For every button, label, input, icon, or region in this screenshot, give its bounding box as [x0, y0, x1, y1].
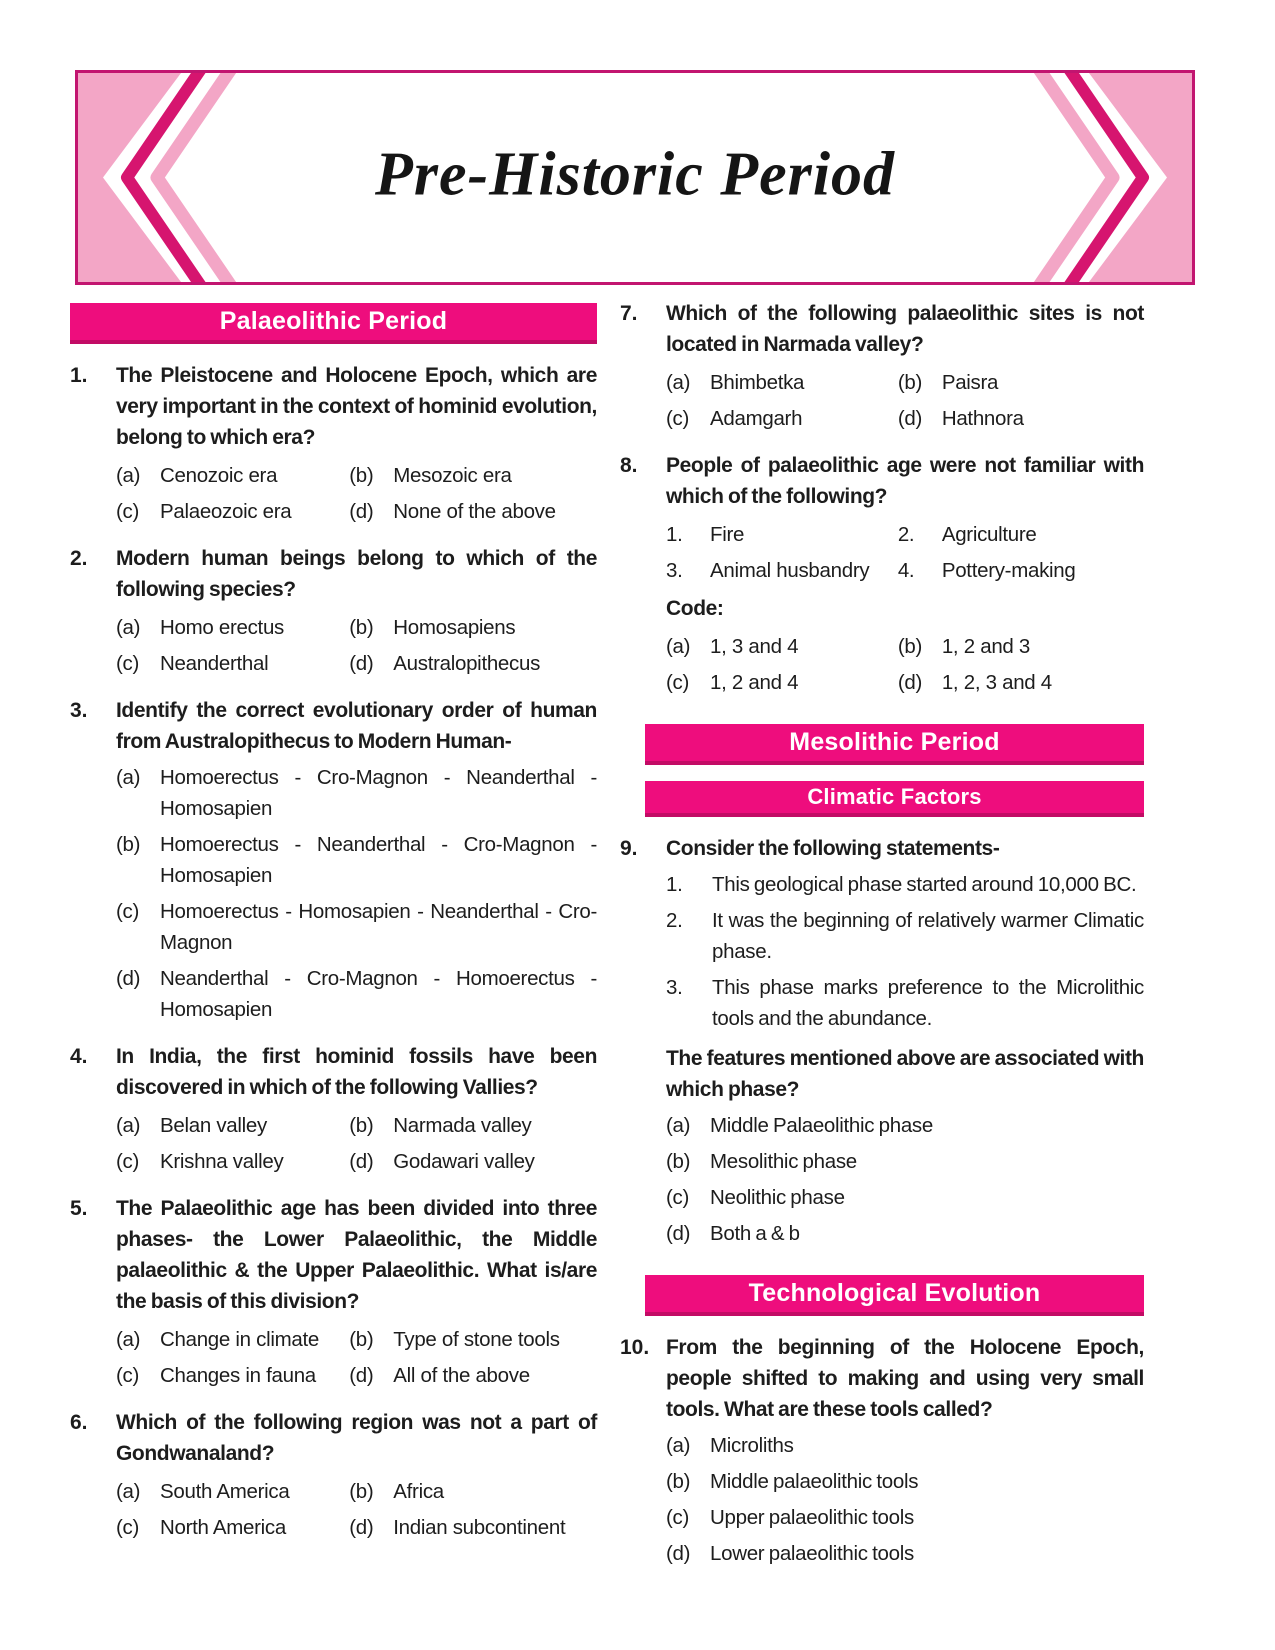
question-10: [620, 1332, 1144, 1569]
option-d: [666, 1538, 1144, 1569]
statement-2: [666, 905, 1144, 967]
option-c: [116, 1512, 349, 1543]
question-7: [620, 298, 1144, 434]
question-stem: People of palaeolithic age were not familiar with which of the following?: [666, 454, 1144, 508]
question-number: 2.: [70, 547, 88, 570]
question-number: 3.: [70, 699, 88, 722]
question-stem: From the beginning of the Holocene Epoch, people shifted to making and using very small tools. What are these tools called?: [666, 1336, 1144, 1421]
option-text: Homo erectus: [160, 616, 285, 639]
question-number: 7.: [620, 302, 638, 325]
option-text: Neanderthal - Cro-Magnon - Homoerectus - Homosapien: [160, 967, 597, 1021]
option-text: Godawari valley: [393, 1150, 535, 1173]
question-stem: In India, the first hominid fossils have been discovered in which of the following Vallies?: [116, 1045, 597, 1099]
options: [116, 762, 597, 1025]
option-label: (a): [666, 1114, 691, 1137]
option-label: (c): [116, 1516, 140, 1539]
option-c: [666, 1502, 1144, 1533]
option-b: [349, 1110, 597, 1141]
option-b: [349, 460, 597, 491]
option-d: [349, 1146, 597, 1177]
option-text: Changes in fauna: [160, 1364, 316, 1387]
item-number: 1.: [666, 523, 683, 546]
option-label: (d): [116, 967, 141, 990]
option-text: Microliths: [710, 1434, 794, 1457]
option-text: All of the above: [393, 1364, 530, 1387]
question-stem: Consider the following statements-: [666, 837, 1000, 860]
option-text: Australopithecus: [393, 652, 541, 675]
option-d: [666, 1218, 1144, 1249]
option-label: (b): [349, 464, 374, 487]
option-text: Indian subcontinent: [393, 1516, 566, 1539]
option-label: (a): [116, 1114, 141, 1137]
options: [666, 362, 1144, 434]
option-text: Adamgarh: [710, 407, 803, 430]
options: [666, 1430, 1144, 1569]
option-text: Hathnora: [941, 407, 1024, 430]
question-stem: The Pleistocene and Holocene Epoch, which are very important in the context of hominid evolution, belong to which era?: [116, 364, 597, 449]
options: [666, 626, 1144, 698]
option-b: [116, 829, 597, 891]
option-a: [666, 631, 898, 662]
option-label: (b): [349, 1328, 374, 1351]
option-text: Belan valley: [160, 1114, 267, 1137]
question-2: [70, 543, 597, 679]
option-text: Narmada valley: [393, 1114, 532, 1137]
option-d: [898, 667, 1144, 698]
option-label: (a): [116, 1328, 141, 1351]
options: [116, 607, 597, 679]
option-label: (c): [666, 1506, 690, 1529]
statement-number: 1.: [666, 873, 683, 896]
option-text: Both a & b: [710, 1222, 800, 1245]
section-header-technological-evolution: Technological Evolution: [645, 1275, 1144, 1316]
question-6: [70, 1407, 597, 1543]
statements: [666, 869, 1144, 1034]
option-label: (b): [897, 635, 922, 658]
option-text: Change in climate: [160, 1328, 319, 1351]
option-text: Mesolithic phase: [710, 1150, 857, 1173]
item-number: 3.: [666, 559, 683, 582]
option-a: [116, 1476, 349, 1507]
option-label: (d): [666, 1222, 691, 1245]
option-label: (b): [666, 1150, 691, 1173]
option-text: None of the above: [393, 500, 556, 523]
option-a: [116, 612, 349, 643]
section-header-mesolithic: Mesolithic Period: [645, 724, 1144, 765]
option-b: [898, 367, 1144, 398]
options: [116, 1105, 597, 1177]
option-text: Cenozoic era: [160, 464, 278, 487]
item-3: [666, 555, 898, 586]
option-label: (a): [116, 766, 141, 789]
sub-header-climatic-factors: Climatic Factors: [645, 781, 1144, 817]
item-1: [666, 519, 898, 550]
option-b: [349, 612, 597, 643]
question-number: 4.: [70, 1045, 88, 1068]
left-column: [70, 303, 597, 1543]
option-label: (c): [116, 1150, 140, 1173]
item-text: Pottery-making: [941, 559, 1076, 582]
option-label: (d): [897, 407, 922, 430]
option-c: [116, 1146, 349, 1177]
option-text: Lower palaeolithic tools: [710, 1542, 914, 1565]
option-text: Palaeozoic era: [160, 500, 292, 523]
option-b: [349, 1324, 597, 1355]
option-d: [349, 1512, 597, 1543]
item-2: [898, 519, 1144, 550]
question-number: 1.: [70, 364, 88, 387]
item-text: Fire: [710, 523, 745, 546]
option-label: (c): [666, 671, 690, 694]
question-stem: The Palaeolithic age has been divided into three phases- the Lower Palaeolithic, the Middle palaeolithic & the Upper Palaeolithic. What is/are the basis of this division?: [116, 1197, 597, 1313]
option-d: [349, 1360, 597, 1391]
option-text: 1, 2 and 3: [941, 635, 1031, 658]
option-label: (a): [666, 371, 691, 394]
option-text: Krishna valley: [160, 1150, 284, 1173]
option-d: [116, 963, 597, 1025]
statement-3: [666, 972, 1144, 1034]
option-a: [666, 367, 898, 398]
option-text: Homosapiens: [393, 616, 516, 639]
question-8: [620, 450, 1144, 698]
option-label: (c): [116, 900, 140, 923]
question-number: 5.: [70, 1197, 88, 1220]
option-label: (b): [349, 1480, 374, 1503]
option-label: (d): [349, 1364, 374, 1387]
item-text: Animal husbandry: [710, 559, 870, 582]
item-4: [898, 555, 1144, 586]
option-label: (c): [666, 407, 690, 430]
question-stem: Identify the correct evolutionary order of human from Australopithecus to Modern Human-: [116, 699, 597, 753]
option-label: (a): [116, 616, 141, 639]
option-text: Middle Palaeolithic phase: [710, 1114, 933, 1137]
option-text: Homoerectus - Homosapien - Neanderthal - Cro-Magnon: [160, 900, 597, 954]
statement-1: [666, 869, 1144, 900]
option-text: 1, 2, 3 and 4: [941, 671, 1052, 694]
right-column: [620, 298, 1144, 1569]
option-a: [666, 1430, 1144, 1461]
option-text: Type of stone tools: [393, 1328, 560, 1351]
option-text: Neolithic phase: [710, 1186, 845, 1209]
option-d: [349, 496, 597, 527]
option-text: Homoerectus - Neanderthal - Cro-Magnon - Homosapien: [160, 833, 597, 887]
option-label: (d): [666, 1542, 691, 1565]
statement-text: This phase marks preference to the Microlithic tools and the abundance.: [712, 976, 1144, 1030]
option-label: (b): [349, 616, 374, 639]
statement-text: It was the beginning of relatively warmer Climatic phase.: [712, 909, 1144, 963]
option-label: (c): [116, 652, 140, 675]
option-b: [666, 1466, 1144, 1497]
question-9: [620, 833, 1144, 1249]
option-text: Homoerectus - Cro-Magnon - Neanderthal - Homosapien: [160, 766, 597, 820]
option-label: (d): [349, 1150, 374, 1173]
item-number: 4.: [897, 559, 915, 582]
option-label: (a): [666, 635, 691, 658]
option-label: (b): [116, 833, 141, 856]
option-c: [116, 648, 349, 679]
option-c: [116, 496, 349, 527]
option-c: [116, 1360, 349, 1391]
option-label: (a): [116, 464, 141, 487]
options: [666, 1110, 1144, 1249]
question-number: 10.: [620, 1336, 650, 1359]
options: [116, 1471, 597, 1543]
option-c: [666, 1182, 1144, 1213]
question-4: [70, 1041, 597, 1177]
option-c: [666, 667, 898, 698]
option-text: South America: [160, 1480, 290, 1503]
statement-number: 3.: [666, 976, 683, 999]
option-label: (d): [349, 500, 374, 523]
option-label: (b): [897, 371, 922, 394]
option-a: [666, 1110, 1144, 1141]
option-label: (d): [349, 1516, 374, 1539]
question-5: [70, 1193, 597, 1391]
option-text: North America: [160, 1516, 286, 1539]
option-c: [666, 403, 898, 434]
option-label: (a): [116, 1480, 141, 1503]
statement-text: This geological phase started around 10,000 BC.: [712, 873, 1137, 896]
option-label: (d): [349, 652, 374, 675]
option-b: [349, 1476, 597, 1507]
options: [116, 1319, 597, 1391]
question-stem: Which of the following region was not a part of Gondwanaland?: [116, 1411, 597, 1465]
statement-number: 2.: [666, 909, 683, 932]
options: [116, 455, 597, 527]
option-a: [116, 1110, 349, 1141]
option-text: Middle palaeolithic tools: [710, 1470, 919, 1493]
question-number: 9.: [620, 837, 638, 860]
option-text: Africa: [393, 1480, 444, 1503]
banner-chevron-right-icon: [1033, 73, 1193, 282]
question-3: [70, 695, 597, 1025]
option-label: (b): [349, 1114, 374, 1137]
option-b: [898, 631, 1144, 662]
option-d: [349, 648, 597, 679]
option-text: 1, 3 and 4: [710, 635, 799, 658]
option-text: Neanderthal: [160, 652, 269, 675]
option-label: (b): [666, 1470, 691, 1493]
statement-items: [666, 514, 1144, 586]
chapter-title: Pre-Historic Period: [374, 140, 896, 209]
option-text: Mesozoic era: [393, 464, 512, 487]
option-text: Bhimbetka: [710, 371, 805, 394]
option-label: (c): [666, 1186, 690, 1209]
option-text: Upper palaeolithic tools: [710, 1506, 914, 1529]
option-label: (a): [666, 1434, 691, 1457]
option-label: (c): [116, 500, 140, 523]
option-text: 1, 2 and 4: [710, 671, 799, 694]
question-stem: Which of the following palaeolithic sites is not located in Narmada valley?: [666, 302, 1144, 356]
option-text: Paisra: [941, 371, 999, 394]
option-c: [116, 896, 597, 958]
question-1: [70, 360, 597, 527]
section-header-palaeolithic: Palaeolithic Period: [70, 303, 597, 344]
chapter-banner: [75, 70, 1195, 285]
item-text: Agriculture: [941, 523, 1037, 546]
code-label: Code:: [666, 597, 724, 620]
question-number: 6.: [70, 1411, 88, 1434]
option-a: [116, 1324, 349, 1355]
option-b: [666, 1146, 1144, 1177]
option-a: [116, 460, 349, 491]
question-followup: The features mentioned above are associated with which phase?: [666, 1047, 1144, 1101]
question-number: 8.: [620, 454, 638, 477]
option-label: (c): [116, 1364, 140, 1387]
item-number: 2.: [897, 523, 915, 546]
option-d: [898, 403, 1144, 434]
option-a: [116, 762, 597, 824]
option-label: (d): [897, 671, 922, 694]
question-stem: Modern human beings belong to which of the following species?: [116, 547, 597, 601]
